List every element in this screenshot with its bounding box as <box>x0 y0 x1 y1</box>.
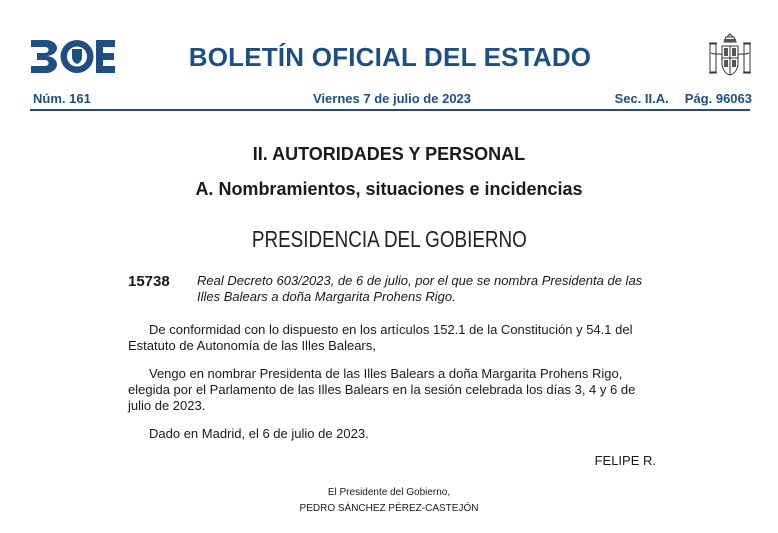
section-title: II. AUTORIDADES Y PERSONAL <box>252 144 526 164</box>
body-paragraph: De conformidad con lo dispuesto en los artículos 152.1 de la Constitución y 54.1 del Estatuto de Autonomía de las Illes Balears, <box>128 322 633 353</box>
body-paragraph: Dado en Madrid, el 6 de julio de 2023. <box>149 426 369 441</box>
section-code: Sec. II.A. <box>614 91 669 106</box>
royal-signature: FELIPE R. <box>594 453 656 468</box>
page-number: Pág. 96063 <box>684 91 752 106</box>
body-paragraph: Vengo en nombrar Presidenta de las Illes Balears a doña Margarita Prohens Rigo, elegida por el Parlamento de las Illes Balears en la sesión celebrada los días 3, 4 y 6 de julio de 2023. <box>128 366 636 413</box>
issue-number: Núm. 161 <box>33 91 91 106</box>
countersign-role: El Presidente del Gobierno, <box>327 487 451 498</box>
boe-logo <box>31 40 115 73</box>
entry-summary: Real Decreto 603/2023, de 6 de julio, por el que se nombra Presidenta de las Illes Balears a doña Margarita Prohens Rigo. <box>197 273 643 304</box>
issue-date: Viernes 7 de julio de 2023 <box>313 91 472 106</box>
header-divider <box>30 109 750 111</box>
gazette-title: BOLETÍN OFICIAL DEL ESTADO <box>188 42 592 72</box>
countersign-name: PEDRO SÁNCHEZ PÉREZ-CASTEJÓN <box>299 503 479 514</box>
section-subtitle: A. Nombramientos, situaciones e incidencias <box>195 179 583 199</box>
coat-of-arms-icon <box>707 33 753 81</box>
entry-number: 15738 <box>128 273 170 290</box>
section-page-info <box>615 91 752 106</box>
organism-heading: PRESIDENCIA DEL GOBIERNO <box>251 226 527 252</box>
